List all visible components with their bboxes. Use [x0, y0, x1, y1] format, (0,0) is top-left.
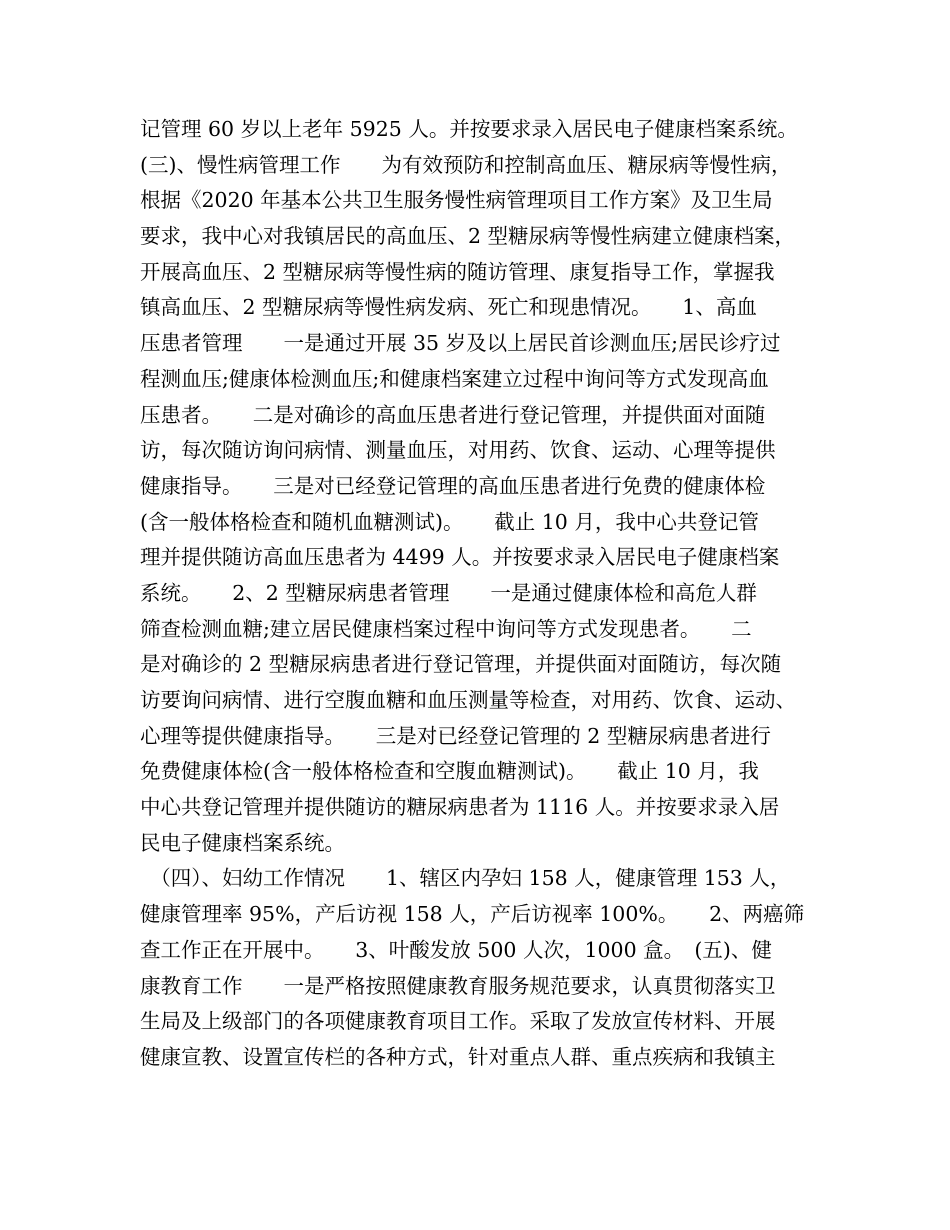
text-line: 理并提供随访高血压患者为 4499 人。并按要求录入居民电子健康档案	[140, 545, 780, 570]
text-line: 要求，我中心对我镇居民的高血压、2 型糖尿病等慢性病建立健康档案，	[140, 224, 796, 249]
text-line: 访，每次随访询问病情、测量血压，对用药、饮食、运动、心理等提供	[140, 438, 776, 463]
text-line: 健康宣教、设置宣传栏的各种方式，针对重点人群、重点疾病和我镇主	[140, 1044, 776, 1069]
text-line: 健康指导。 三是对已经登记管理的高血压患者进行免费的健康体检	[140, 473, 766, 498]
text-line: 生局及上级部门的各项健康教育项目工作。采取了发放宣传材料、开展	[140, 1009, 776, 1034]
text-line: （四）、妇幼工作情况 1、辖区内孕妇 158 人，健康管理 153 人，	[140, 866, 791, 891]
text-line: 中心共登记管理并提供随访的糖尿病患者为 1116 人。并按要求录入居	[140, 795, 780, 820]
text-line: (三)、慢性病管理工作 为有效预防和控制高血压、糖尿病等慢性病，	[140, 152, 792, 177]
text-line: 程测血压;健康体检测血压;和健康档案建立过程中询问等方式发现高血	[140, 366, 769, 391]
text-line: 开展高血压、2 型糖尿病等慢性病的随访管理、康复指导工作，掌握我	[140, 259, 775, 284]
text-line: 系统。 2、2 型糖尿病患者管理 一是通过健康体检和高危人群	[140, 580, 757, 605]
text-line: 访要询问病情、进行空腹血糖和血压测量等检查，对用药、饮食、运动、	[140, 688, 796, 712]
text-line: 健康管理率 95%，产后访视 158 人，产后访视率 100%。 2、两癌筛	[140, 902, 805, 927]
text-line: 根据《2020 年基本公共卫生服务慢性病管理项目工作方案》及卫生局	[140, 188, 773, 213]
text-line: 心理等提供健康指导。 三是对已经登记管理的 2 型糖尿病患者进行	[140, 723, 771, 748]
text-line: 是对确诊的 2 型糖尿病患者进行登记管理，并提供面对面随访，每次随	[140, 652, 782, 677]
text-line: 压患者管理 一是通过开展 35 岁及以上居民首诊测血压;居民诊疗过	[140, 331, 781, 356]
text-line: 筛查检测血糖;建立居民健康档案过程中询问等方式发现患者。 二	[140, 616, 752, 641]
body-text	[140, 112, 820, 1076]
text-line: 康教育工作 一是严格按照健康教育服务规范要求，认真贯彻落实卫	[140, 973, 776, 998]
text-line: 免费健康体检(含一般体格检查和空腹血糖测试)。 截止 10 月，我	[140, 759, 759, 784]
text-line: 民电子健康档案系统。	[140, 830, 345, 855]
text-line: 镇高血压、2 型糖尿病等慢性病发病、死亡和现患情况。 1、高血	[140, 295, 757, 320]
text-line: 记管理 60 岁以上老年 5925 人。并按要求录入居民电子健康档案系统。	[140, 117, 798, 141]
text-line: 查工作正在开展中。 3、叶酸发放 500 人次，1000 盒。 (五)、健	[140, 937, 772, 962]
text-line: (含一般体格检查和随机血糖测试)。 截止 10 月，我中心共登记管	[140, 509, 759, 534]
text-line: 压患者。 二是对确诊的高血压患者进行登记管理，并提供面对面随	[140, 402, 766, 427]
